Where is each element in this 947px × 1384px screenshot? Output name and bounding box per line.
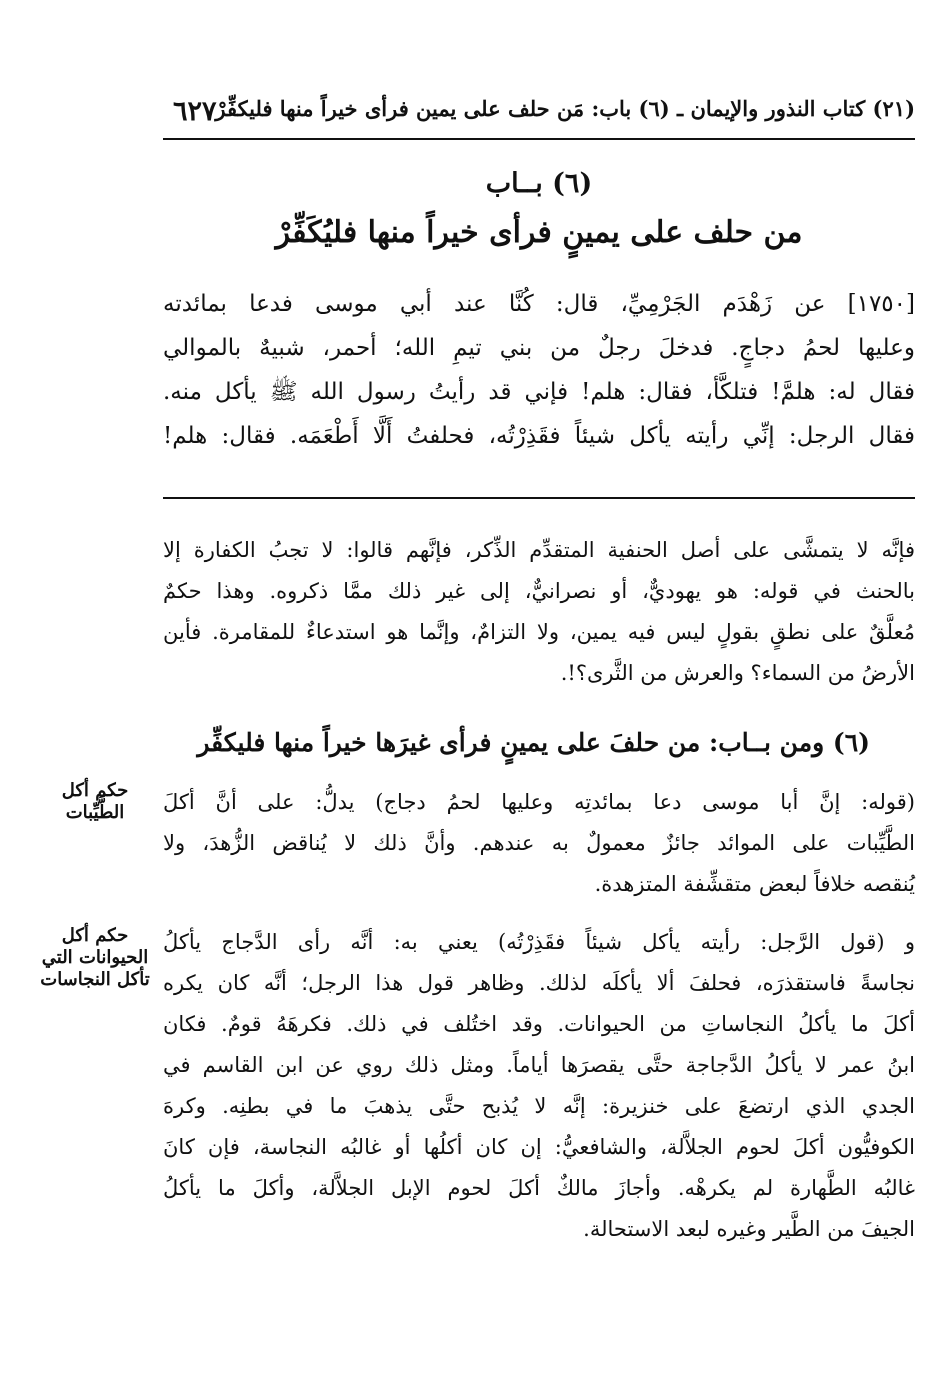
hadith-text: [163, 282, 915, 458]
header-divider: [163, 138, 915, 140]
paragraph-line: غالبُه الطَّهارة لم يكرهْه. وأجازَ مالكٌ أكلَ لحوم الإبل الجلاَّلة، وأكلَ ما يأكلُ: [163, 1176, 915, 1200]
paragraph-line: الجيفَ من الطَّير وغيره لبعد الاستحالة.: [583, 1217, 915, 1241]
paragraph-line: أكلَ ما يأكلُ النجاساتِ من الحيوانات. وقد اختُلف في ذلك. فكرهَهُ قومٌ. فكان: [163, 1012, 915, 1036]
running-title: (٢١) كتاب النذور والإيمان ـ (٦) باب: مَن حلف على يمين فرأى خيراً منها فليكفِّرْ: [215, 96, 915, 121]
margin-note: حكم أكل الحيوانات التي تأكل النجاسات: [40, 925, 150, 990]
paragraph-line: الطَّيِّبات على الموائد جائزٌ معمولٌ به عندهم. وأنَّ ذلك لا يُناقض الزُّهدَ، ولا: [163, 831, 915, 855]
commentary-line: بالحنث في قوله: هو يهوديٌّ، أو نصرانيٌّ، إلى غير ذلك ممَّا ذكروه. وهذا حكمٌ: [163, 579, 915, 603]
commentary-line: الأرضُ من السماء؟ والعرش من الثَّرى؟!.: [560, 661, 915, 685]
hadith-line: [١٧٥٠] عن زَهْدَم الجَرْمِيِّ، قال: كُنَّا عند أبي موسى فدعا بمائدته: [163, 291, 915, 317]
paragraph-line: يُنقصه خلافاً لبعض متقشِّفة المتزهدة.: [594, 872, 915, 896]
hadith-line: وعليها لحمُ دجاجٍ. فدخلَ رجلٌ من بني تيمِ الله؛ أحمر، شبيهٌ بالموالي: [163, 335, 915, 361]
paragraph-line: و (قول الرَّجل: رأيته يأكل شيئاً فقَذِرْتُه) يعني به: أنَّه رأى الدَّجاج يأكلُ: [163, 930, 915, 954]
paragraph-line: الكوفيُّون أكلَ لحوم الجلاَّلة، والشافعيُّ: إن كان أكلُها أو غالبُه النجاسة، فإن كانَ: [163, 1135, 915, 1159]
sub-heading: (٦) ومن بــاب: من حلفَ على يمينٍ فرأى غيرَها خيراً منها فليكفِّر: [197, 728, 870, 757]
hadith-line: فقال له: هلمَّ! فتلكَّأ، فقال: هلم! فإني قد رأيتُ رسول الله ﷺ يأكل منه.: [163, 379, 915, 405]
margin-note: حكم أكل الطَّيِّبات: [61, 780, 129, 823]
commentary-line: فإنَّه لا يتمشَّى على أصل الحنفية المتقدِّم الذِّكر، فإنَّهم قالوا: لا تجبُ الكفارة إلا: [163, 538, 915, 562]
commentary-top: [163, 530, 915, 694]
page-number: ٦٢٧: [173, 96, 217, 127]
hadith-line: فقال الرجل: إنِّي رأيته يأكل شيئاً فقَذِرْتُه، فحلفتُ أَلَّا أَطْعَمَه. فقال: هلم!: [163, 423, 915, 449]
paragraph-line: ابنُ عمر لا يأكلُ الدَّجاجة حتَّى يقصرَها أياماً. ومثل ذلك روي عن ابن القاسم في: [163, 1053, 915, 1077]
commentary-paragraph-1: [163, 782, 915, 905]
page-header: [163, 94, 915, 128]
commentary-paragraph-2: [163, 922, 915, 1250]
paragraph-line: نجاسةً فاستقذرَه، فحلفَ ألا يأكلَه لذلك. وظاهر قول هذا الرجل؛ أنَّه كان يكره: [163, 971, 915, 995]
paragraph-line: الجدي الذي ارتضعَ على خنزيرة: إنَّه لا يُذبح حتَّى يذهبَ ما في بطنِه. وكرهَ: [163, 1094, 915, 1118]
paragraph-line: (قوله: إنَّ أبا موسى دعا بمائدتِه وعليها لحمُ دجاج) يدلُّ: على أنَّ أكلَ: [163, 790, 915, 814]
chapter-number-label: (٦) بــاب: [485, 168, 593, 199]
chapter-title: من حلف على يمينٍ فرأى خيراً منها فليُكَفِّرْ: [275, 215, 803, 250]
section-divider: [163, 497, 915, 499]
commentary-line: مُعلَّقٌ على نطقٍ بقولٍ ليس فيه يمين، ولا التزامٌ، وإنَّما هو استدعاءٌ للمقامرة. فأين: [163, 620, 915, 644]
